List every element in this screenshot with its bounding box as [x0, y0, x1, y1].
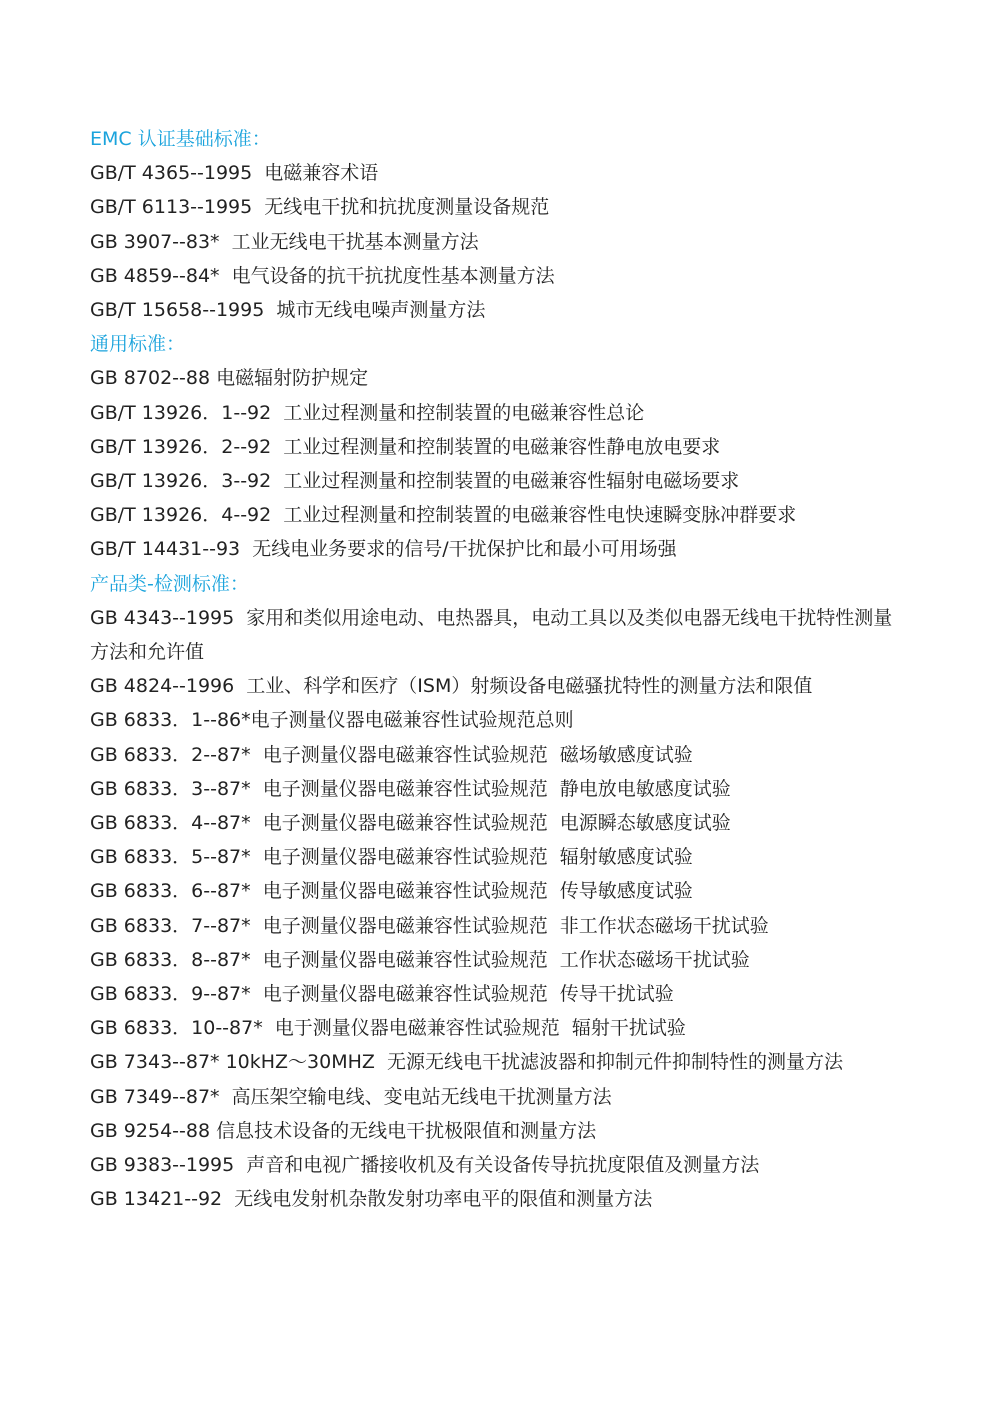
- standard-item: GB/T 15658--1995 城市无线电噪声测量方法: [90, 299, 486, 322]
- standard-item: GB/T 13926．3--92 工业过程测量和控制装置的电磁兼容性辐射电磁场要求: [90, 470, 740, 493]
- standard-item: GB 8702--88 电磁辐射防护规定: [90, 367, 369, 390]
- standard-item: GB 3907--83* 工业无线电干扰基本测量方法: [90, 230, 479, 253]
- section-heading-emc-basic: EMC 认证基础标准：: [90, 128, 271, 150]
- standard-item: GB 6833．4--87* 电子测量仪器电磁兼容性试验规范 电源瞬态敏感度试验: [90, 812, 731, 835]
- standard-item: GB/T 13926．2--92 工业过程测量和控制装置的电磁兼容性静电放电要求: [90, 435, 721, 458]
- standard-item: GB/T 6113--1995 无线电干扰和抗扰度测量设备规范: [90, 196, 550, 219]
- standard-item: GB 7349--87* 高压架空输电线、变电站无线电干扰测量方法: [90, 1085, 612, 1108]
- standard-item: GB 6833．9--87* 电子测量仪器电磁兼容性试验规范 传导干扰试验: [90, 983, 674, 1006]
- standard-item: GB/T 4365--1995 电磁兼容术语: [90, 162, 379, 185]
- standard-item: GB 6833．5--87* 电子测量仪器电磁兼容性试验规范 辐射敏感度试验: [90, 846, 693, 869]
- standard-item: GB 9254--88 信息技术设备的无线电干扰极限值和测量方法: [90, 1119, 597, 1142]
- standard-item: GB 6833．7--87* 电子测量仪器电磁兼容性试验规范 非工作状态磁场干扰试验: [90, 914, 769, 937]
- standard-item: GB/T 13926．4--92 工业过程测量和控制装置的电磁兼容性电快速瞬变脉冲群要求: [90, 504, 797, 527]
- standard-item: GB 6833．2--87* 电子测量仪器电磁兼容性试验规范 磁场敏感度试验: [90, 743, 693, 766]
- standard-item: GB/T 14431--93 无线电业务要求的信号/干扰保护比和最小可用场强: [90, 538, 677, 561]
- standard-item: GB 9383--1995 声音和电视广播接收机及有关设备传导抗扰度限值及测量方法: [90, 1154, 760, 1177]
- section-heading-product-testing: 产品类-检测标准：: [90, 572, 249, 595]
- standard-item: GB 13421--92 无线电发射机杂散发射功率电平的限值和测量方法: [90, 1188, 653, 1211]
- section-heading-general: 通用标准：: [90, 333, 186, 356]
- standard-item: GB 4343--1995 家用和类似用途电动、电热器具，电动工具以及类似电器无线电干扰特性测量方法和允许值: [90, 606, 893, 664]
- standard-item: GB 6833．6--87* 电子测量仪器电磁兼容性试验规范 传导敏感度试验: [90, 880, 693, 903]
- standard-item: GB 6833．1--86*电子测量仪器电磁兼容性试验规范总则: [90, 709, 574, 732]
- standard-item: GB/T 13926．1--92 工业过程测量和控制装置的电磁兼容性总论: [90, 401, 645, 424]
- standard-item: GB 6833．3--87* 电子测量仪器电磁兼容性试验规范 静电放电敏感度试验: [90, 777, 731, 800]
- standard-item: GB 7343--87* 10kHZ～30MHZ 无源无线电干扰滤波器和抑制元件抑制特性的测量方法: [90, 1051, 844, 1074]
- standard-item: GB 4859--84* 电气设备的抗干抗扰度性基本测量方法: [90, 264, 555, 287]
- standard-item: GB 6833．8--87* 电子测量仪器电磁兼容性试验规范 工作状态磁场干扰试验: [90, 948, 750, 971]
- standard-item: GB 6833．10--87* 电于测量仪器电磁兼容性试验规范 辐射干扰试验: [90, 1017, 686, 1040]
- document-body: [90, 122, 910, 1217]
- standard-item: GB 4824--1996 工业、科学和医疗（ISM）射频设备电磁骚扰特性的测量方法和限值: [90, 675, 813, 698]
